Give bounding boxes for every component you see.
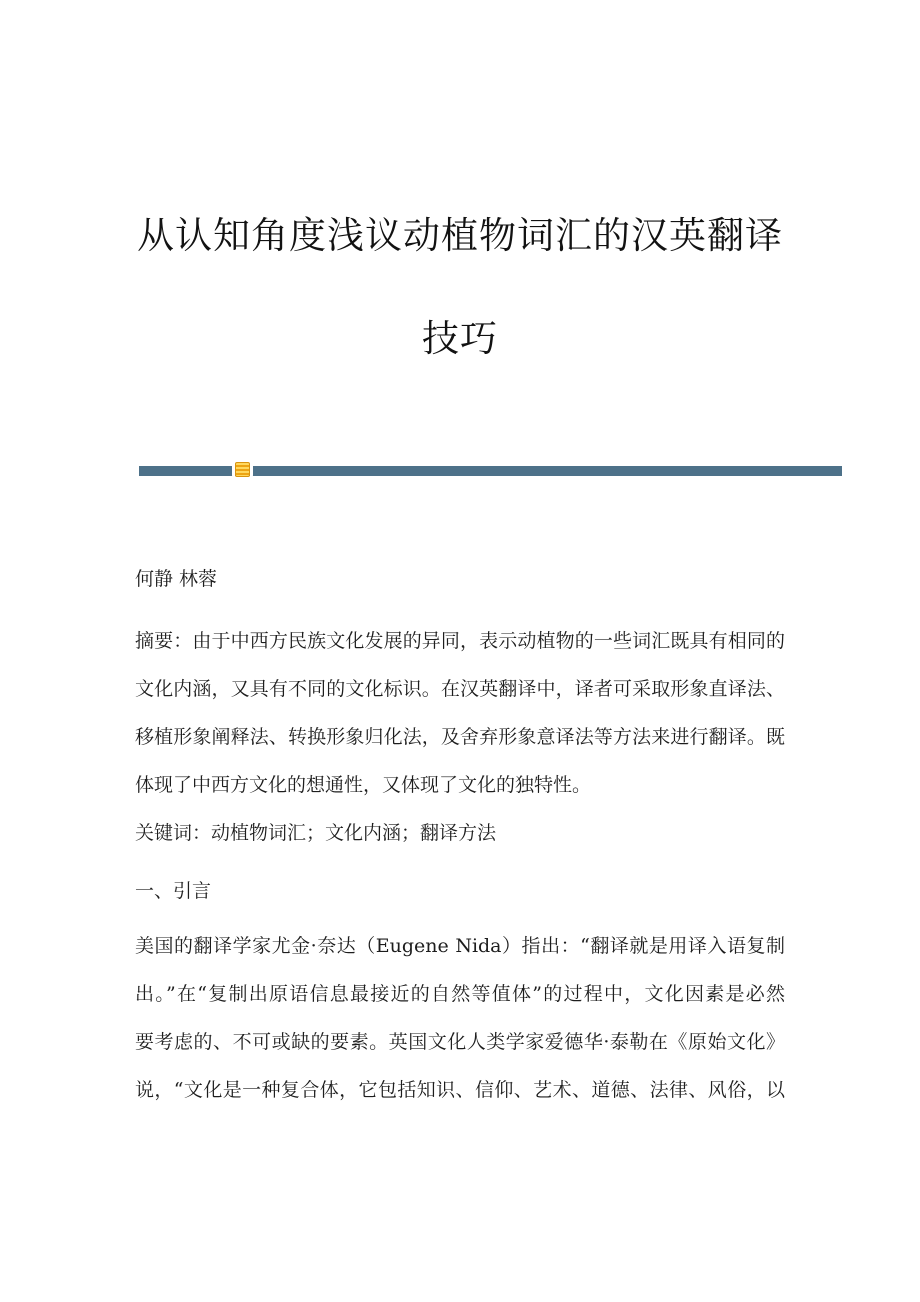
document-title-line2: 技巧 [422,317,498,360]
abstract-paragraph [135,617,785,809]
abstract-line: 摘要：由于中西方民族文化发展的异同，表示动植物的一些词汇既具有相同的 [135,630,785,652]
body-line: 要考虑的、不可或缺的要素。英国文化人类学家爱德华·泰勒在《原始文化》 [135,1031,785,1053]
gold-seal-icon [235,462,250,477]
abstract-line: 文化内涵，又具有不同的文化标识。在汉英翻译中，译者可采取形象直译法、 [135,678,785,700]
author-names: 何静 林蓉 [135,568,218,590]
section-divider [139,466,842,476]
introduction-paragraph [135,922,785,1114]
body-line: 说，“文化是一种复合体，它包括知识、信仰、艺术、道德、法律、风俗，以 [135,1079,785,1101]
abstract-line: 移植形象阐释法、转换形象归化法，及舍弃形象意译法等方法来进行翻译。既 [135,726,785,748]
body-line: 出。”在“复制出原语信息最接近的自然等值体”的过程中，文化因素是必然 [135,983,785,1005]
section-heading-introduction: 一、引言 [135,880,212,902]
abstract-line: 体现了中西方文化的想通性，又体现了文化的独特性。 [135,774,592,796]
body-line: 美国的翻译学家尤金·奈达（Eugene Nida）指出：“翻译就是用译入语复制 [135,935,785,957]
document-title-line1: 从认知角度浅议动植物词汇的汉英翻译 [137,214,783,257]
keywords-line: 关键词：动植物词汇；文化内涵；翻译方法 [135,822,497,844]
